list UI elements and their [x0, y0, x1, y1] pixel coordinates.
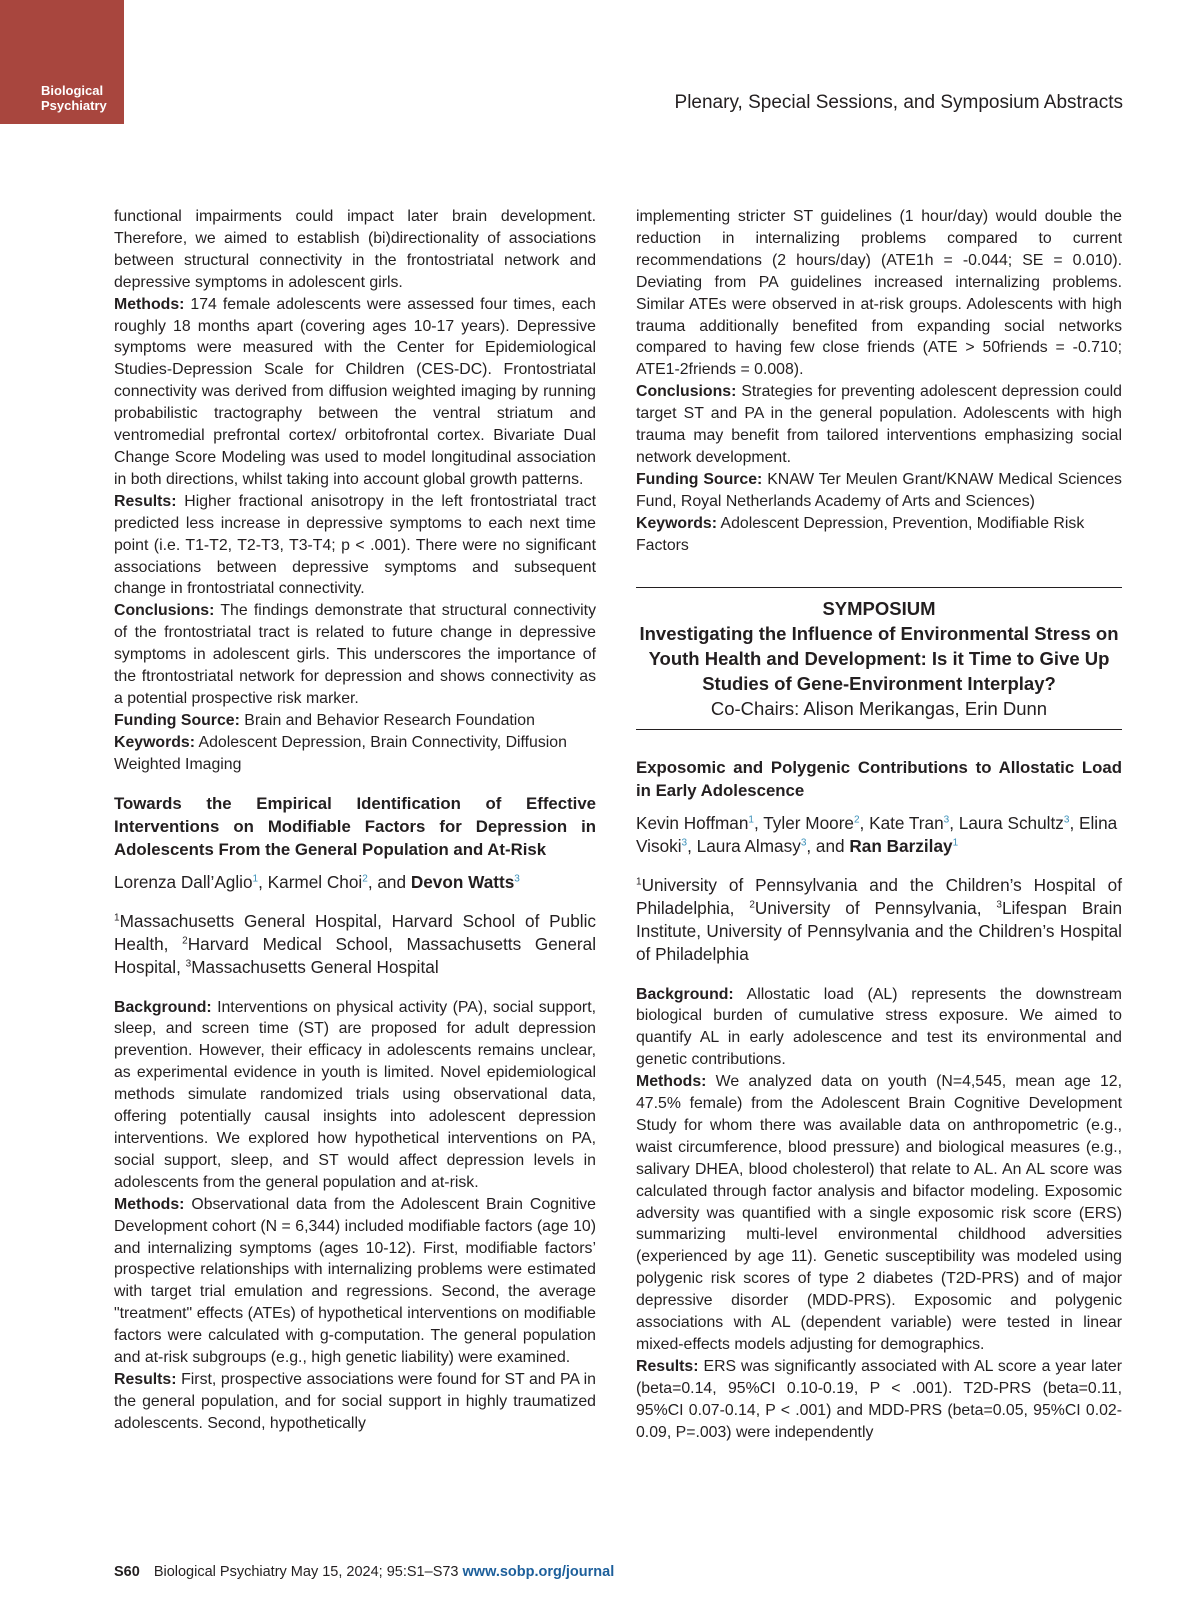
brand-line-2: Psychiatry — [41, 98, 107, 113]
abstract1-conclusions: Conclusions: The findings demonstrate that structural connectivity of the frontostriatal tract is related to future change in depressive symptoms in adolescent girls. This underscores the importance of the ftrontostriatal network for depression and shows connectivity as a potential prospective risk marker. — [114, 602, 596, 707]
abstract2-background: Background: Interventions on physical activity (PA), social support, sleep, and screen time (ST) are proposed for adult depression prevention. However, their efficacy in adolescents remains unclear, as experimental evidence in youth is limited. Novel epidemiological methods simulate randomized trials using observational data, offering potentially causal insights into adolescent depression interventions. We explored how hypothetical interventions on PA, social support, sleep, and ST would affect depression levels in adolescents from the general population and at-risk. — [114, 998, 596, 1191]
abstract1-intro: functional impairments could impact later brain development. Therefore, we aimed to establish (bi)directionality of associations between structural connectivity in the frontostriatal network and depressive symptoms in adolescent girls. — [114, 208, 596, 291]
symposium-header — [636, 587, 1122, 730]
abstract3-background: Background: Allostatic load (AL) represents the downstream biological burden of cumulative stress exposure. We aimed to quantify AL in early adolescence and test its environmental and genetic contributions. — [636, 985, 1122, 1069]
left-column — [114, 206, 596, 1435]
page-number: S60 — [114, 1564, 140, 1580]
abstract1-results: Results: Higher fractional anisotropy in the left frontostriatal tract predicted less increase in depressive symptoms to each next time point (i.e. T1-T2, T2-T3, T3-T4; p < .001). There were no significant associations between depressive symptoms and subsequent change in frontostriatal connectivity. — [114, 492, 596, 598]
right-column — [636, 206, 1122, 1444]
abstract1-methods: Methods: 174 female adolescents were assessed four times, each roughly 18 months apart (covering ages 10-17 years). Depressive symptoms were measured with the Center for Epidemiological Studies-Depression Scale for Children (CES-DC). Frontostriatal connectivity was derived from diffusion weighted imaging by running probabilistic tractography between the ventral striatum and ventromedial prefrontal cortex/ orbitofrontal cortex. Bivariate Dual Change Score Modeling was used to model longitudinal association in both directions, whilst taking into account global growth patterns. — [114, 295, 596, 488]
page-footer — [114, 1564, 614, 1580]
abstract3-results: Results: ERS was significantly associated with AL score a year later (beta=0.14, 95%CI 0.10-0.19, P < .001). T2D-PRS (beta=0.11, 95%CI 0.07-0.14, P < .001) and MDD-PRS (beta=0.05, 95%CI 0.02-0.09, P=.003) were independently — [636, 1357, 1122, 1441]
abstract3-title: Exposomic and Polygenic Contributions to Allostatic Load in Early Adolescence — [636, 757, 1122, 800]
abstract3-authors: Kevin Hoffman$^1$, Tyler Moore$^2$, Kate Tran$^3$, Laura Schultz$^3$, Elina Visoki$^3$, Laura Almasy$^3$, and Ran Barzilay$^1$ — [636, 812, 1118, 856]
abstract2-methods: Methods: Observational data from the Adolescent Brain Cognitive Development cohort (N = 6,344) included modifiable factors (age 10) and internalizing symptoms (ages 10-12). First, modifiable factors’ prospective relationships with internalizing problems were estimated with target trial emulation and regressions. Second, the average "treatment" effects (ATEs) of hypothetical interventions on modifiable factors were calculated with g-computation. The general population and at-risk subgroups (e.g., high genetic liability) were examined. — [114, 1195, 596, 1367]
symposium-co-chairs: Co-Chairs: Alison Merikangas, Erin Dunn — [710, 697, 1048, 719]
abstract2-results-continued: implementing stricter ST guidelines (1 hour/day) would double the reduction in internalizing problems compared to current recommendations (2 hours/day) (ATE1h = -0.044; SE = 0.010). Deviating from PA guidelines increased internalizing problems. Similar ATEs were observed in at-risk groups. Adolescents with high trauma additionally benefited from expanding social networks compared to having few close friends (ATE > 50friends = -0.710; ATE1-2friends = 0.008). — [636, 208, 1122, 379]
abstract2-keywords: Keywords: Adolescent Depression, Prevention, Modifiable Risk Factors — [636, 514, 1085, 554]
abstract2-affiliations: $^1$Massachusetts General Hospital, Harvard School of Public Health, $^2$Harvard Medical School, Massachusetts General Hospital, $^3$Massachusetts General Hospital — [114, 910, 597, 977]
abstract3-affiliations: $^1$University of Pennsylvania and the Children’s Hospital of Philadelphia, $^2$University of Pennsylvania, $^3$Lifespan Brain Institute, University of Pennsylvania and the Children’s Hospital of Philadelphia — [636, 874, 1122, 964]
symposium-title: Investigating the Influence of Environmental Stress on Youth Health and Development: Is it Time to Give Up Studies of Gene-Environment Interplay? — [639, 622, 1119, 694]
abstract3-methods: Methods: We analyzed data on youth (N=4,545, mean age 12, 47.5% female) from the Adolescent Brain Cognitive Development Study for whom there was available data on anthropometric (e.g., waist circumference, blood pressure) and biological measures (e.g., salivary DHEA, blood cholesterol) that relate to AL. An AL score was calculated through factor analysis and bifactor modeling. Exposomic adversity was quantified with a single exposomic risk score (ERS) summarizing multi-level environmental childhood adversities (experienced by age 11). Genetic susceptibility was modeled using polygenic risk scores of type 2 diabetes (T2D-PRS) and of major depressive disorder (MDD-PRS). Exposomic and polygenic associations with AL (dependent variable) were tested in linear mixed-effects models adjusting for demographics. — [636, 1073, 1122, 1353]
citation: Biological Psychiatry May 15, 2024; 95:S1–S73 — [153, 1564, 463, 1580]
abstract2-results: Results: First, prospective associations were found for ST and PA in the general population, and for social support in highly traumatized adolescents. Second, hypothetically — [114, 1370, 596, 1432]
journal-brand-block — [0, 0, 124, 124]
abstract1-funding: Funding Source: Brain and Behavior Research Foundation — [114, 711, 535, 729]
abstract1-keywords: Keywords: Adolescent Depression, Brain Connectivity, Diffusion Weighted Imaging — [114, 733, 567, 773]
journal-url[interactable]: www.sobp.org/journal — [462, 1564, 615, 1580]
abstract2-conclusions: Conclusions: Strategies for preventing adolescent depression could target ST and PA in the general population. Adolescents with high trauma may benefit from tailored interventions emphasizing social network development. — [636, 383, 1122, 466]
abstract2-funding: Funding Source: KNAW Ter Meulen Grant/KNAW Medical Sciences Fund, Royal Netherlands Academy of Arts and Sciences) — [636, 470, 1122, 510]
symposium-label: SYMPOSIUM — [822, 597, 936, 619]
abstract2-title: Towards the Empirical Identification of Effective Interventions on Modifiable Factors for Depression in Adolescents From the General Population and At-Risk — [114, 793, 596, 859]
brand-line-1: Biological — [41, 83, 104, 98]
abstract2-authors: Lorenza Dall’Aglio$^1$, Karmel Choi$^2$, and Devon Watts$^3$ — [114, 871, 520, 892]
section-title: Plenary, Special Sessions, and Symposium Abstracts — [674, 92, 1123, 113]
journal-brand-name — [41, 83, 107, 113]
